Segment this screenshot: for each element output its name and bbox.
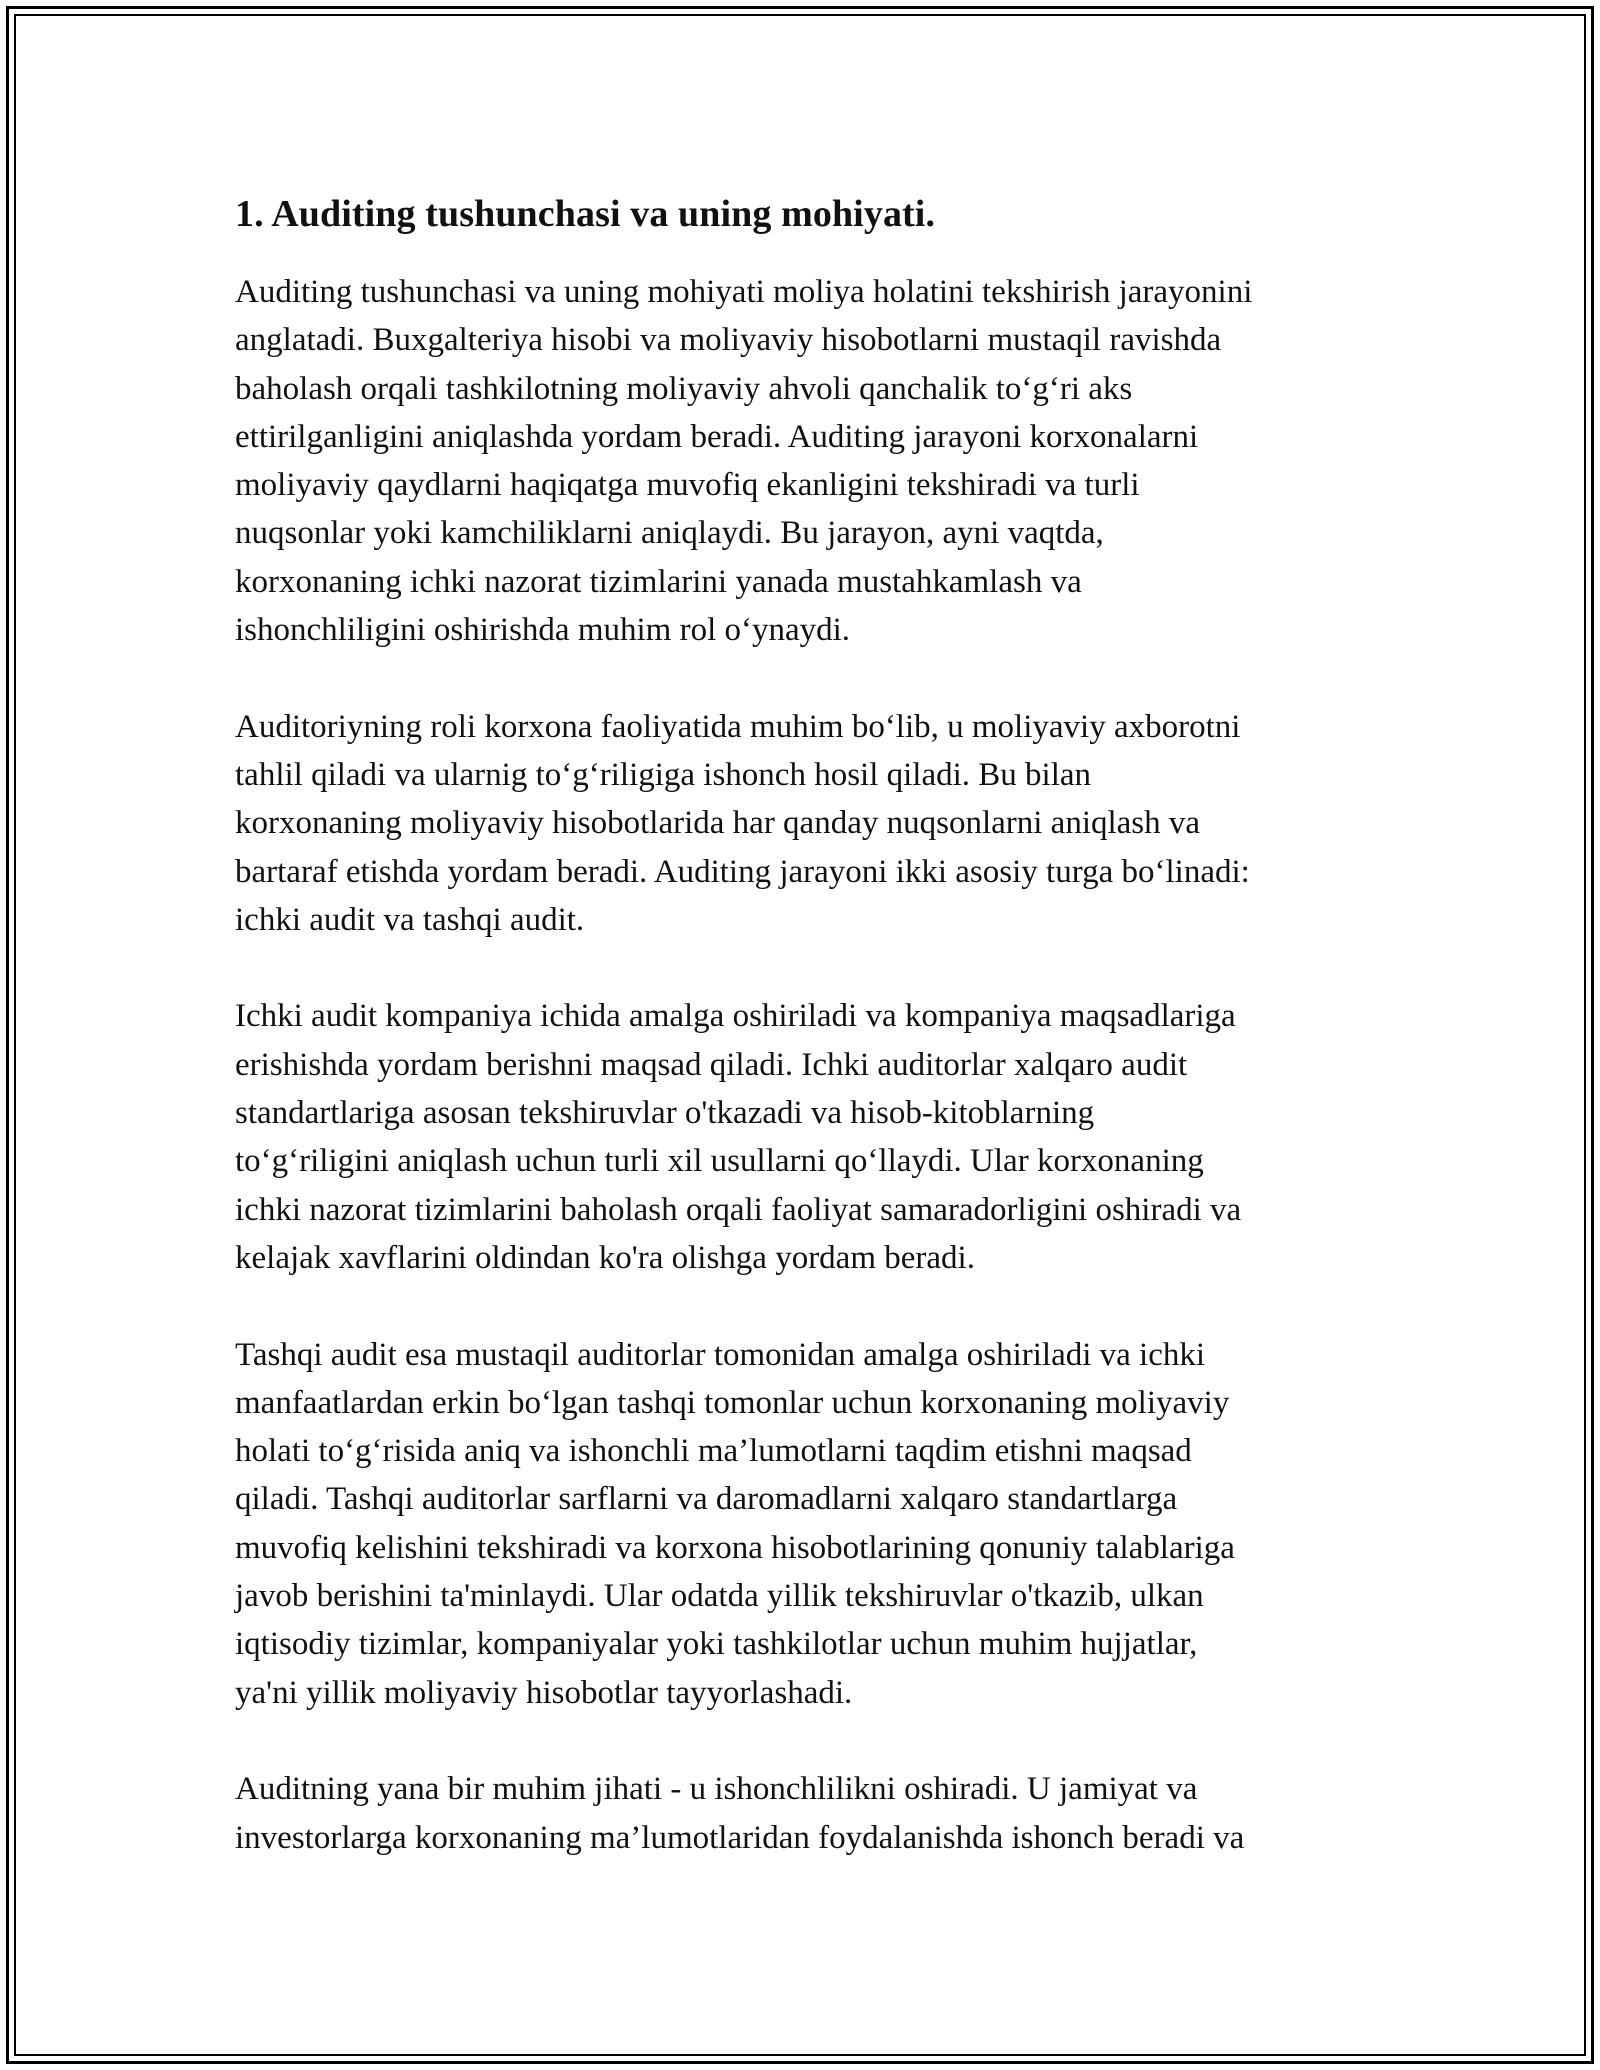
text-line: holati to‘g‘risida aniq va ishonchli ma’lumotlarni taqdim etishni maqsad (235, 1433, 1192, 1470)
paragraph-reliability (235, 1765, 1385, 1862)
paragraph-auditor-role (235, 703, 1385, 944)
paragraph-auditing-concept (235, 268, 1385, 654)
text-line: ichki nazorat tizimlarini baholash orqali faoliyat samaradorligini oshiradi va (235, 1191, 1242, 1228)
text-line: manfaatlardan erkin bo‘lgan tashqi tomonlar uchun korxonaning moliyaviy (235, 1384, 1230, 1421)
text-line: baholash orqali tashkilotning moliyaviy ahvoli qanchalik to‘g‘ri aks (235, 370, 1133, 407)
section-heading: 1. Auditing tushunchasi va uning mohiyati. (235, 193, 936, 235)
text-line: bartaraf etishda yordam beradi. Auditing jarayoni ikki asosiy turga bo‘linadi: (235, 853, 1250, 890)
paragraph-spacer (235, 654, 1385, 702)
text-line: ya'ni yillik moliyaviy hisobotlar tayyorlashadi. (235, 1674, 853, 1711)
paragraph-external-audit (235, 1331, 1385, 1717)
text-line: korxonaning moliyaviy hisobotlarida har qanday nuqsonlarni aniqlash va (235, 805, 1201, 842)
text-line: kelajak xavflarini oldindan ko'ra olishga yordam beradi. (235, 1239, 975, 1276)
text-line: investorlarga korxonaning ma’lumotlaridan foydalanishda ishonch beradi va (235, 1819, 1245, 1856)
text-line: iqtisodiy tizimlar, kompaniyalar yoki tashkilotlar uchun muhim hujjatlar, (235, 1626, 1198, 1663)
text-line: muvofiq kelishini tekshiradi va korxona hisobotlarining qonuniy talablariga (235, 1529, 1235, 1566)
text-line: to‘g‘riligini aniqlash uchun turli xil usullarni qo‘llaydi. Ular korxonaning (235, 1143, 1204, 1180)
text-line: ishonchliligini oshirishda muhim rol o‘ynaydi. (235, 612, 851, 649)
text-line: qiladi. Tashqi auditorlar sarflarni va daromadlarni xalqaro standartlarga (235, 1481, 1178, 1518)
text-line: Auditing tushunchasi va uning mohiyati moliya holatini tekshirish jarayonini (235, 274, 1253, 310)
paragraph-spacer (235, 1717, 1385, 1765)
paragraph-internal-audit (235, 992, 1385, 1282)
text-line: Tashqi audit esa mustaqil auditorlar tomonidan amalga oshiriladi va ichki (235, 1336, 1206, 1373)
text-line: javob berishini ta'minlaydi. Ular odatda yillik tekshiruvlar o'tkazib, ulkan (235, 1578, 1204, 1615)
text-line: tahlil qiladi va ularnig to‘g‘riligiga ishonch hosil qiladi. Bu bilan (235, 756, 1092, 793)
text-line: anglatadi. Buxgalteriya hisobi va moliyaviy hisobotlarni mustaqil ravishda (235, 322, 1222, 359)
text-line: korxonaning ichki nazorat tizimlarini yanada mustahkamlash va (235, 563, 1082, 600)
text-line: Auditning yana bir muhim jihati - u ishonchlilikni oshiradi. U jamiyat va (235, 1771, 1198, 1808)
text-line: Ichki audit kompaniya ichida amalga oshiriladi va kompaniya maqsadlariga (235, 998, 1236, 1035)
text-line: nuqsonlar yoki kamchiliklarni aniqlaydi. Bu jarayon, ayni vaqtda, (235, 515, 1104, 552)
paragraph-spacer (235, 944, 1385, 992)
text-line: ichki audit va tashqi audit. (235, 901, 585, 938)
text-line: Auditoriyning roli korxona faoliyatida muhim bo‘lib, u moliyaviy axborotni (235, 708, 1241, 745)
text-line: erishishda yordam berishni maqsad qiladi. Ichki auditorlar xalqaro audit (235, 1046, 1188, 1083)
paragraph-spacer (235, 1282, 1385, 1330)
text-line: moliyaviy qaydlarni haqiqatga muvofiq ekanligini tekshiradi va turli (235, 467, 1140, 504)
text-line: ettirilganligini aniqlashda yordam beradi. Auditing jarayoni korxonalarni (235, 418, 1199, 455)
text-line: standartlariga asosan tekshiruvlar o'tkazadi va hisob-kitoblarning (235, 1095, 1095, 1132)
document-body (235, 186, 1385, 1862)
